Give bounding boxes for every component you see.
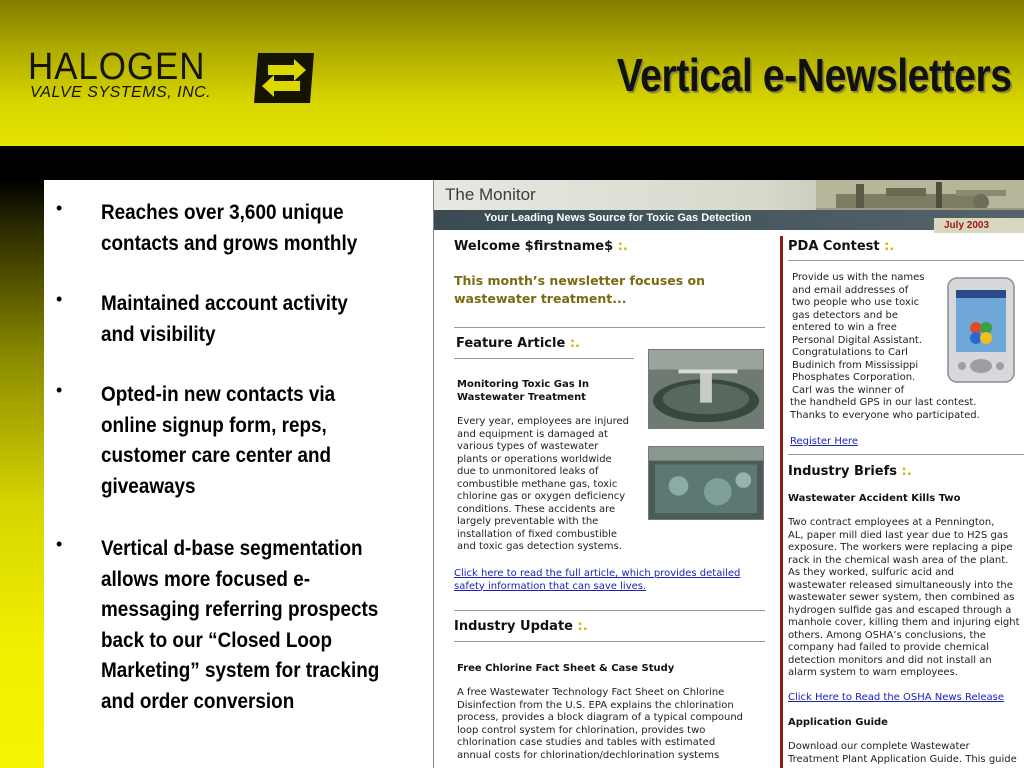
newsletter-date: July 2003 (944, 220, 990, 231)
feature-body: Every year, employees are injured and equipment is damaged at various types of wastewater plants or operations worldwide due to unmonitored leaks of combustible methane gas, toxic chlorine gas or oxygen deficiency conditions. These accidents are largely preventable with the installation of fixed combustible and toxic gas detection systems. (457, 416, 629, 552)
feature-accent: :. (569, 336, 580, 351)
update-heading (454, 619, 588, 634)
contest-body-continued: the handheld GPS in our last contest. Thanks to everyone who participated. (790, 397, 980, 421)
briefs-title: Industry Briefs (788, 464, 898, 479)
briefs-body: Two contract employees at a Pennington, AL, paper mill died last year due to H2S gas exposure. The workers were replacing a pipe rack in the chemical wash area of the plant. As they worked, sulfuric acid and wastewater released simultaneously into the wastewater sewer system, then combined as hydrogen sulfide gas and escaped through a manhole cover, killing them and injuring eight others. Among OSHA’s conclusions, the company had failed to provide chemical detection monitors and did not install an alarm system to warn employees. (788, 517, 1020, 678)
logo-name: HALOGEN (28, 46, 206, 88)
contest-title: PDA Contest (788, 239, 880, 254)
feature-title: Feature Article (456, 336, 566, 351)
welcome-accent: :. (617, 239, 628, 254)
section-divider (788, 260, 1024, 261)
column-divider (780, 236, 783, 768)
bullet-text: Opted-in new contacts via online signup form, reps, customer care center and giveaways (101, 383, 336, 498)
bullet-dot: • (56, 198, 63, 218)
section-divider (454, 610, 765, 611)
contest-heading (788, 239, 894, 254)
bullet-dot: • (56, 380, 63, 400)
newsletter-header (434, 180, 1024, 232)
logo-arrows-icon (254, 53, 314, 103)
update-title: Industry Update (454, 619, 573, 634)
feature-article-link[interactable]: Click here to read the full article, which provides detailed safety information that can save lives. (454, 568, 741, 592)
left-gradient-strip (0, 180, 44, 768)
logo-subtitle: VALVE SYSTEMS, INC. (30, 84, 212, 101)
slide-title: Vertical e-Newsletters (617, 49, 1012, 101)
aeration-basin-photo (648, 446, 764, 520)
osha-release-link[interactable]: Click Here to Read the OSHA News Release (788, 692, 1005, 703)
newsletter-tagline: Your Leading News Source for Toxic Gas Detection (484, 212, 752, 224)
feature-headline: Monitoring Toxic Gas In Wastewater Treatment (457, 379, 590, 403)
contest-accent: :. (884, 239, 895, 254)
update-accent: :. (577, 619, 588, 634)
bullet-dot: • (56, 289, 63, 309)
newsletter-side-column (788, 232, 1024, 768)
contest-body: Provide us with the names and email addresses of two people who use toxic gas detectors and be entered to win a free Personal Digital Assistant. Congratulations to Carl Budinich from Mississippi Phosphates Corporation. Carl was the winner of (792, 272, 925, 396)
briefs-heading (788, 464, 912, 479)
newsletter-main-column (454, 232, 767, 768)
bullet-list (44, 180, 432, 768)
section-divider (454, 327, 765, 328)
feature-heading (456, 336, 580, 351)
section-divider (454, 358, 634, 359)
section-divider (788, 454, 1024, 455)
newsletter-preview (433, 180, 1024, 768)
newsletter-brand: The Monitor (445, 185, 536, 204)
bullet-text: Reaches over 3,600 unique contacts and grows monthly (101, 201, 358, 255)
welcome-title: Welcome $firstname$ (454, 239, 614, 254)
register-link[interactable]: Register Here (790, 436, 859, 447)
briefs-headline: Wastewater Accident Kills Two (788, 493, 961, 504)
slide-header (0, 0, 1024, 146)
title-divider-band (0, 146, 1024, 180)
guide-body: Download our complete Wastewater Treatment Plant Application Guide. This guide (788, 741, 1017, 765)
bullet-dot: • (56, 534, 63, 554)
clarifier-tank-photo (648, 349, 764, 429)
update-body: A free Wastewater Technology Fact Sheet on Chlorine Disinfection from the U.S. EPA explains the chlorination process, provides a block diagram of a typical compound loop control system for chlorination, provides two chlorination case studies and tables with estimated annual costs for chlorination/dechlorination systems (457, 687, 744, 761)
intro-text: This month’s newsletter focuses on wastewater treatment... (454, 273, 706, 306)
bullet-text: Vertical d-base segmentation allows more focused e-messaging referring prospects back to our “Closed Loop Marketing” system for tracking and order conversion (101, 537, 380, 713)
briefs-accent: :. (901, 464, 912, 479)
guide-headline: Application Guide (788, 717, 888, 728)
section-divider (454, 641, 765, 642)
pda-device-icon (946, 276, 1016, 384)
bullet-text: Maintained account activity and visibility (101, 292, 348, 346)
update-headline: Free Chlorine Fact Sheet & Case Study (457, 663, 675, 674)
halogen-logo (28, 46, 290, 106)
welcome-heading (454, 239, 628, 254)
